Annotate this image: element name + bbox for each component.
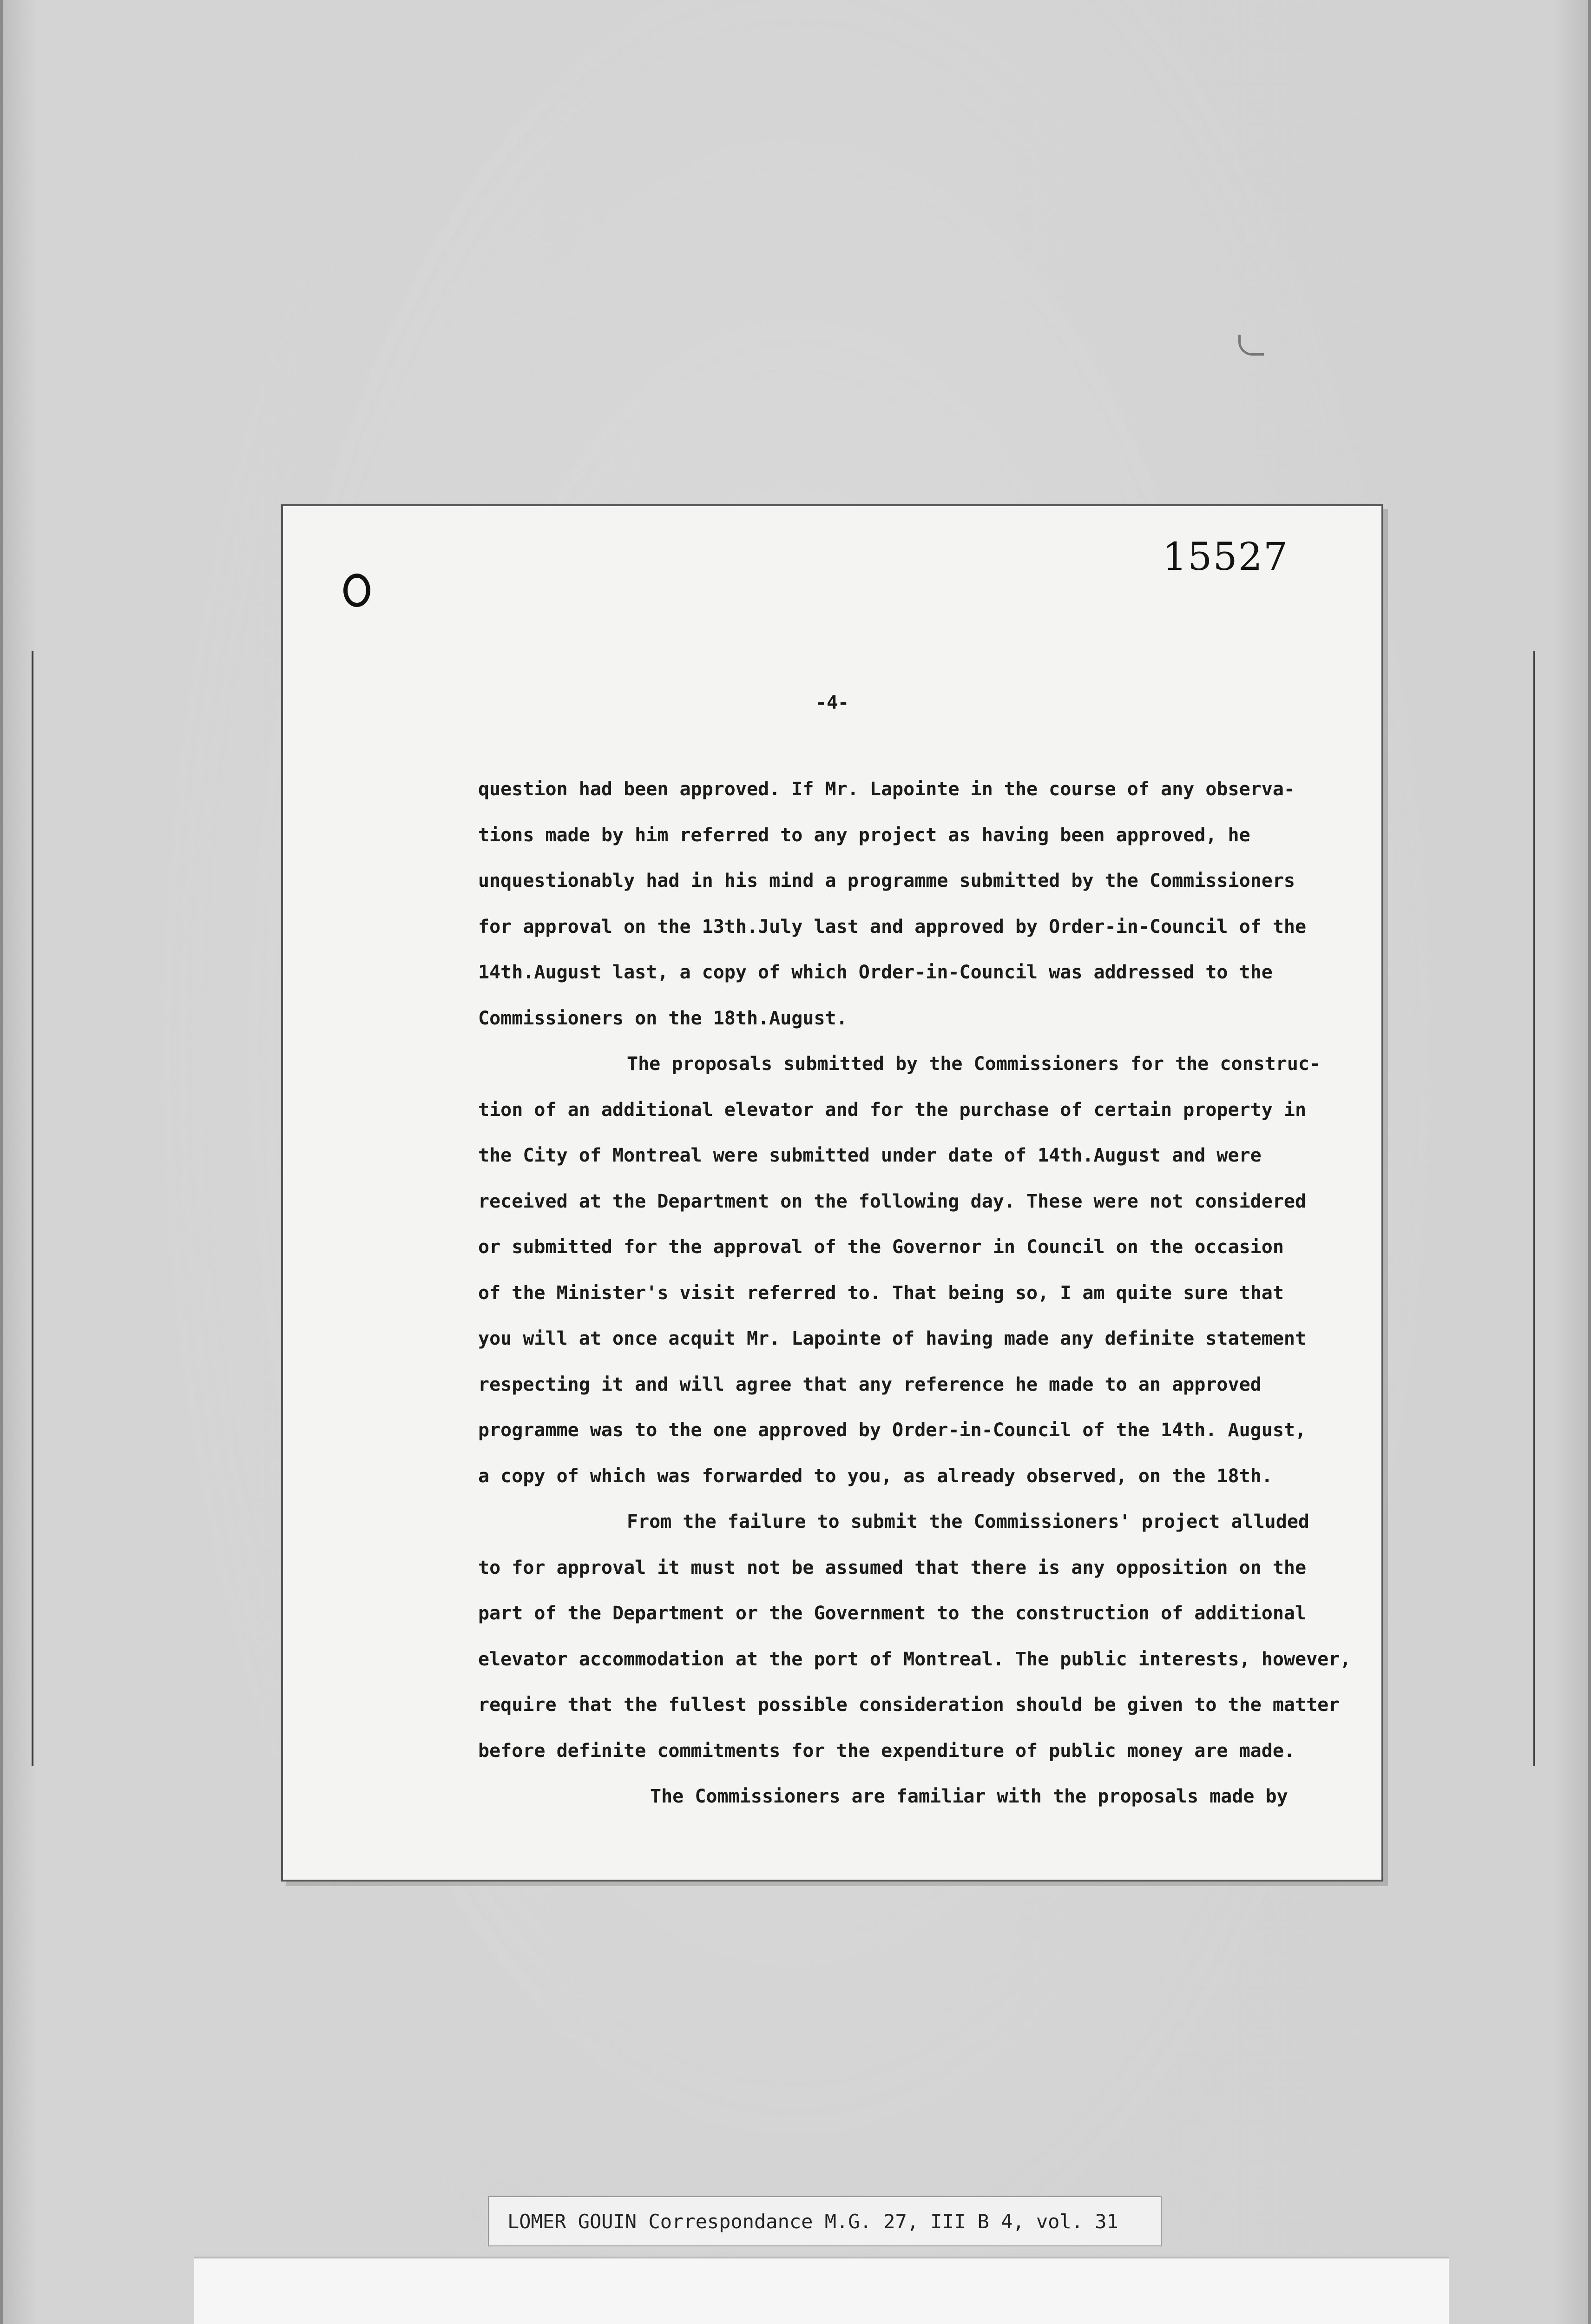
letter-page <box>281 504 1383 1882</box>
text-line: received at the Department on the following day. These were not considered <box>478 1190 1307 1212</box>
text-line: a copy of which was forwarded to you, as already observed, on the 18th. <box>478 1465 1273 1487</box>
letter-body <box>478 766 1361 1820</box>
text-line: for approval on the 13th.July last and approved by Order-in-Council of the <box>478 916 1307 938</box>
text-line: require that the fullest possible consideration should be given to the matter <box>478 1694 1340 1716</box>
film-edge-left <box>0 0 3 2324</box>
text-line: before definite commitments for the expenditure of public money are made. <box>478 1740 1295 1762</box>
text-line: tions made by him referred to any project as having been approved, he <box>478 824 1250 846</box>
text-line: or submitted for the approval of the Governor in Council on the occasion <box>478 1236 1284 1258</box>
text-line: Commissioners on the 18th.August. <box>478 1007 848 1029</box>
text-line: to for approval it must not be assumed that there is any opposition on the <box>478 1557 1307 1578</box>
scan-line-right <box>1533 651 1535 1766</box>
punch-hole-icon <box>343 574 370 607</box>
pencil-mark <box>1238 335 1264 356</box>
text-line: The Commissioners are familiar with the proposals made by <box>650 1786 1288 1807</box>
text-line: unquestionably had in his mind a programme submitted by the Commissioners <box>478 870 1295 891</box>
text-line: tion of an additional elevator and for the purchase of certain property in <box>478 1099 1307 1121</box>
film-edge-right <box>1588 0 1591 2324</box>
text-line: 14th.August last, a copy of which Order-in-Council was addressed to the <box>478 962 1273 983</box>
text-line: you will at once acquit Mr. Lapointe of having made any definite statement <box>478 1328 1307 1349</box>
text-line: The proposals submitted by the Commissioners for the construc- <box>627 1053 1321 1075</box>
text-line: From the failure to submit the Commissioners' project alluded <box>627 1511 1310 1532</box>
document-number: 15527 <box>1163 535 1289 579</box>
archive-reference-label: LOMER GOUIN Correspondance M.G. 27, III B 4, vol. 31 <box>488 2196 1162 2246</box>
text-line: part of the Department or the Government to the construction of additional <box>478 1603 1307 1624</box>
page-number: -4- <box>815 692 849 713</box>
text-line: question had been approved. If Mr. Lapointe in the course of any observa- <box>478 779 1295 800</box>
archives-card <box>194 2257 1449 2324</box>
text-line: of the Minister's visit referred to. That being so, I am quite sure that <box>478 1282 1284 1304</box>
text-line: the City of Montreal were submitted under date of 14th.August and were <box>478 1145 1262 1166</box>
scan-line-left <box>32 651 33 1766</box>
text-line: programme was to the one approved by Order-in-Council of the 14th. August, <box>478 1419 1307 1441</box>
text-line: elevator accommodation at the port of Montreal. The public interests, however, <box>478 1648 1351 1670</box>
text-line: respecting it and will agree that any reference he made to an approved <box>478 1373 1262 1395</box>
